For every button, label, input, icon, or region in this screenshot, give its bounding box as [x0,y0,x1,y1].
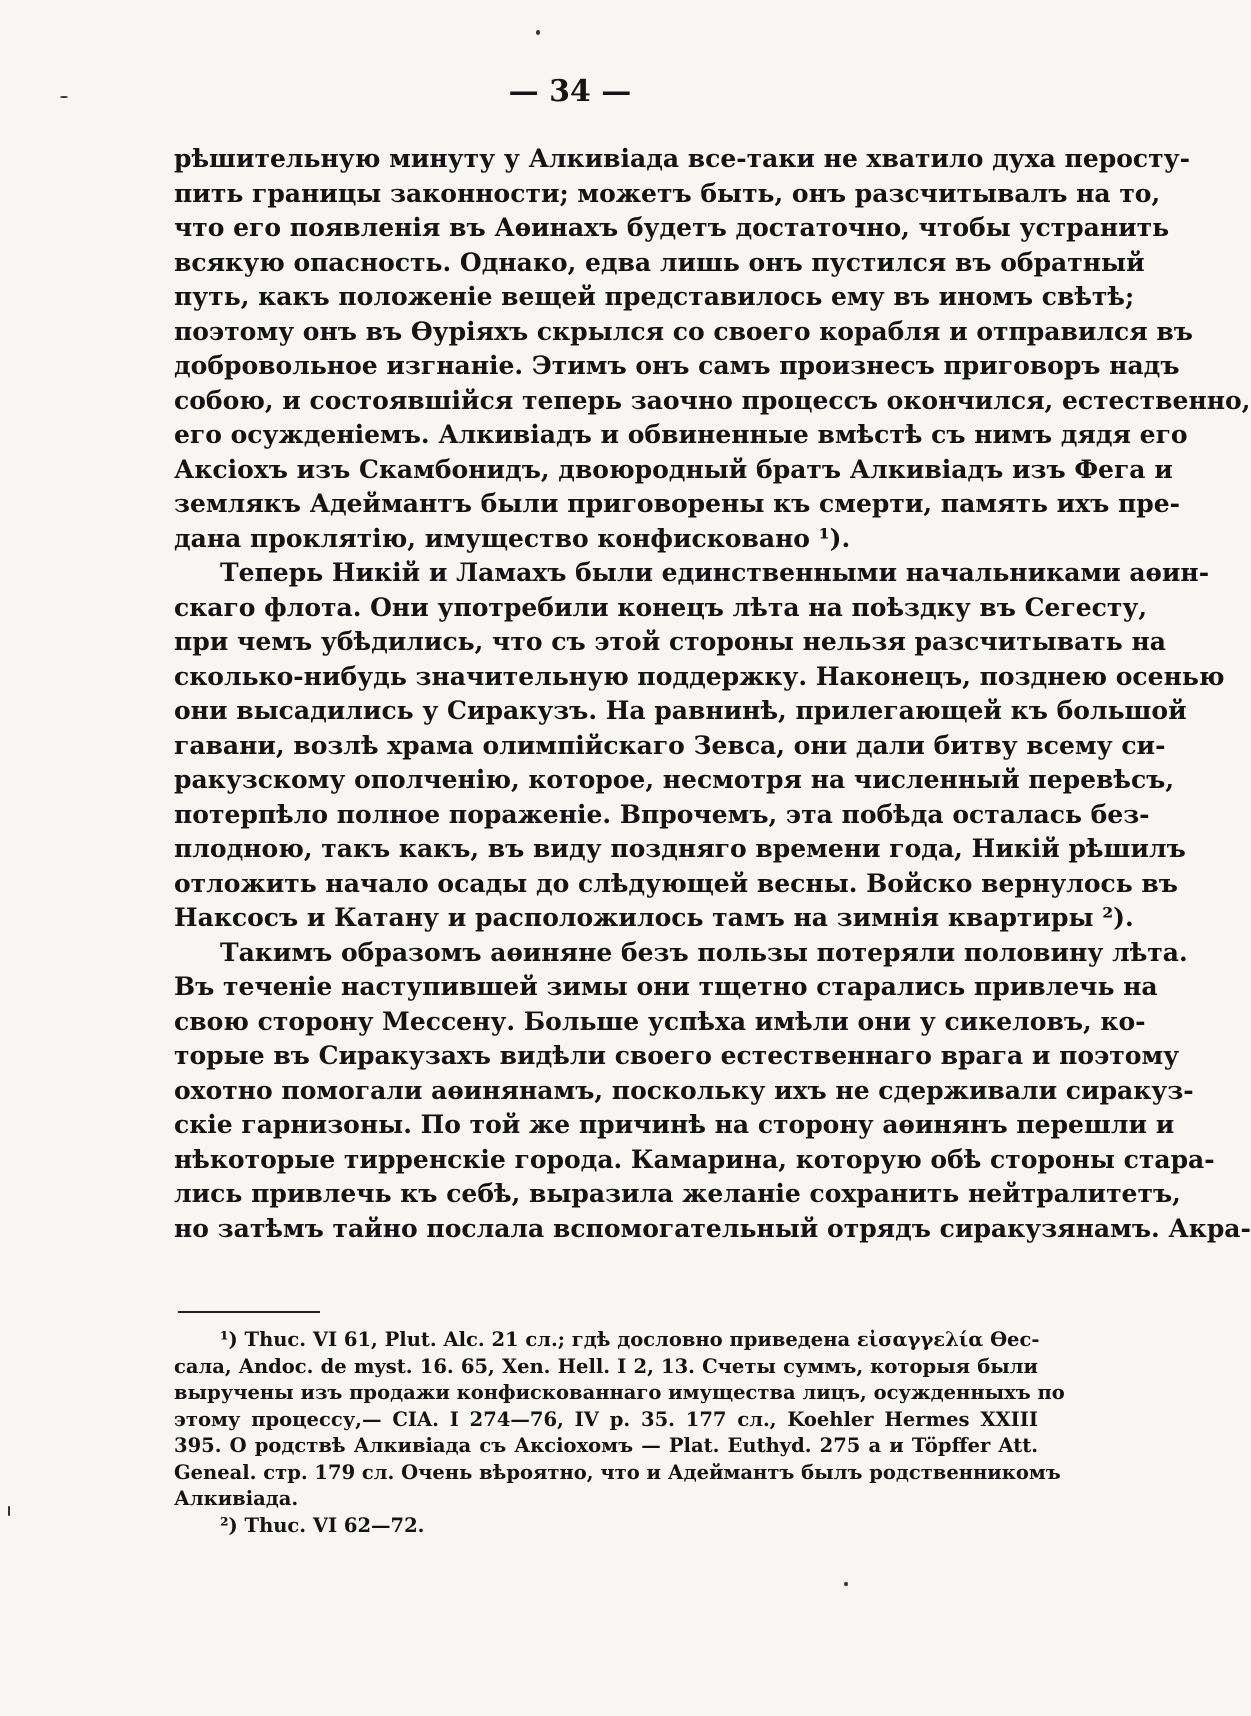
text-line: что его появленія въ Аѳинахъ будетъ достаточно, чтобы устранить [174,213,1170,242]
footnote-line: Geneal. стр. 179 сл. Очень вѣроятно, что и Адеймантъ былъ родственникомъ [174,1460,1061,1484]
scan-speck [844,1582,848,1586]
text-line: его осужденіемъ. Алкивіадъ и обвиненные вмѣстѣ съ нимъ дядя его [174,420,1188,449]
page-number: — 34 — [508,74,632,109]
text-line: собою, и состоявшійся теперь заочно процессъ окончился, естественно, [174,385,1251,415]
text-line: ракузскому ополченію, которое, несмотря на численный перевѣсъ, [174,765,1175,794]
text-line: они высадились у Сиракузъ. На равнинѣ, прилегающей къ большой [174,696,1187,725]
text-line: нѣкоторые тирренскіе города. Камарина, которую обѣ стороны стара- [174,1144,1215,1174]
text-line: плодною, такъ какъ, въ виду поздняго времени года, Никій рѣшилъ [174,834,1186,863]
footnote-line: 395. О родствѣ Алкивіада съ Аксіохомъ — Plat. Euthyd. 275 a и Töpffer Att. [174,1434,1038,1457]
text-line: Аксіохъ изъ Скамбонидъ, двоюродный братъ Алкивіадъ изъ Фега и [174,454,1173,484]
footnote-line: этому процессу,— CIA. I 274—76, IV p. 35. 177 сл., Koehler Hermes XXIII [174,1407,1038,1431]
footnote-line: ¹) Thuc. VI 61, Plut. Alc. 21 сл.; гдѣ дословно приведена εἰσαγγελία Ѳес- [220,1328,1040,1351]
text-line: свою сторону Мессену. Больше успѣха имѣли они у сикеловъ, ко- [174,1006,1146,1036]
text-line: отложить начало осады до слѣдующей весны. Войско вернулось въ [174,868,1178,898]
text-line: потерпѣло полное пораженіе. Впрочемъ, эта побѣда осталась без- [174,799,1150,829]
text-line: при чемъ убѣдились, что съ этой стороны нельзя разсчитывать на [174,627,1166,656]
text-line: дана проклятію, имущество конфисковано ¹). [174,523,851,553]
footnote-line: Алкивіада. [174,1487,299,1510]
footnotes [174,1327,1065,1539]
text-line: Такимъ образомъ аѳиняне безъ пользы потеряли половину лѣта. [220,937,1188,967]
text-line: пить границы законности; можетъ быть, онъ разсчитывалъ на то, [174,178,1161,208]
text-line: рѣшительную минуту у Алкивіада все-таки не хватило духа перосту- [174,144,1190,173]
body-text [174,142,1251,1246]
text-line: Теперь Никій и Ламахъ были единственными начальниками аѳин- [220,558,1210,587]
scan-speck [8,1506,10,1516]
text-line: всякую опасность. Однако, едва лишь онъ пустился въ обратный [174,247,1145,277]
text-line: Въ теченіе наступившей зимы они тщетно старались привлечь на [174,972,1158,1001]
text-line: лись привлечь къ себѣ, выразила желаніе сохранить нейтралитетъ, [174,1179,1181,1208]
text-line: землякъ Адеймантъ были приговорены къ смерти, память ихъ пре- [174,489,1181,518]
text-line: поэтому онъ въ Ѳуріяхъ скрылся со своего корабля и отправился въ [174,316,1193,346]
footnote-separator [178,1311,320,1313]
text-line: путь, какъ положеніе вещей представилось ему въ иномъ свѣтѣ; [174,282,1135,311]
footnote-line: выручены изъ продажи конфискованнаго имущества лицъ, осужденныхъ по [174,1381,1065,1404]
footnote-line: ²) Thuc. VI 62—72. [220,1513,425,1537]
scan-speck [60,96,68,98]
text-line: сколько-нибудь значительную поддержку. Наконецъ, позднею осенью [174,661,1225,691]
text-line: торые въ Сиракузахъ видѣли своего естественнаго врага и поэтому [174,1041,1180,1070]
text-line: Наксосъ и Катану и расположилось тамъ на зимнія квартиры ²). [174,903,1134,932]
text-line: скаго флота. Они употребили конецъ лѣта на поѣздку въ Сегесту, [174,592,1148,622]
text-line: добровольное изгнаніе. Этимъ онъ самъ произнесъ приговоръ надъ [174,351,1180,380]
text-line: охотно помогали аѳинянамъ, поскольку ихъ не сдерживали сиракуз- [174,1075,1194,1105]
text-line: но затѣмъ тайно послала вспомогательный отрядъ сиракузянамъ. Акра- [174,1213,1251,1243]
footnote-line: сала, Andoc. de myst. 16. 65, Xen. Hell. I 2, 13. Счеты суммъ, которыя были [174,1354,1038,1378]
text-line: скіе гарнизоны. По той же причинѣ на сторону аѳинянъ перешли и [174,1110,1175,1139]
scan-speck [536,30,540,35]
text-line: гавани, возлѣ храма олимпійскаго Зевса, они дали битву всему си- [174,730,1166,760]
